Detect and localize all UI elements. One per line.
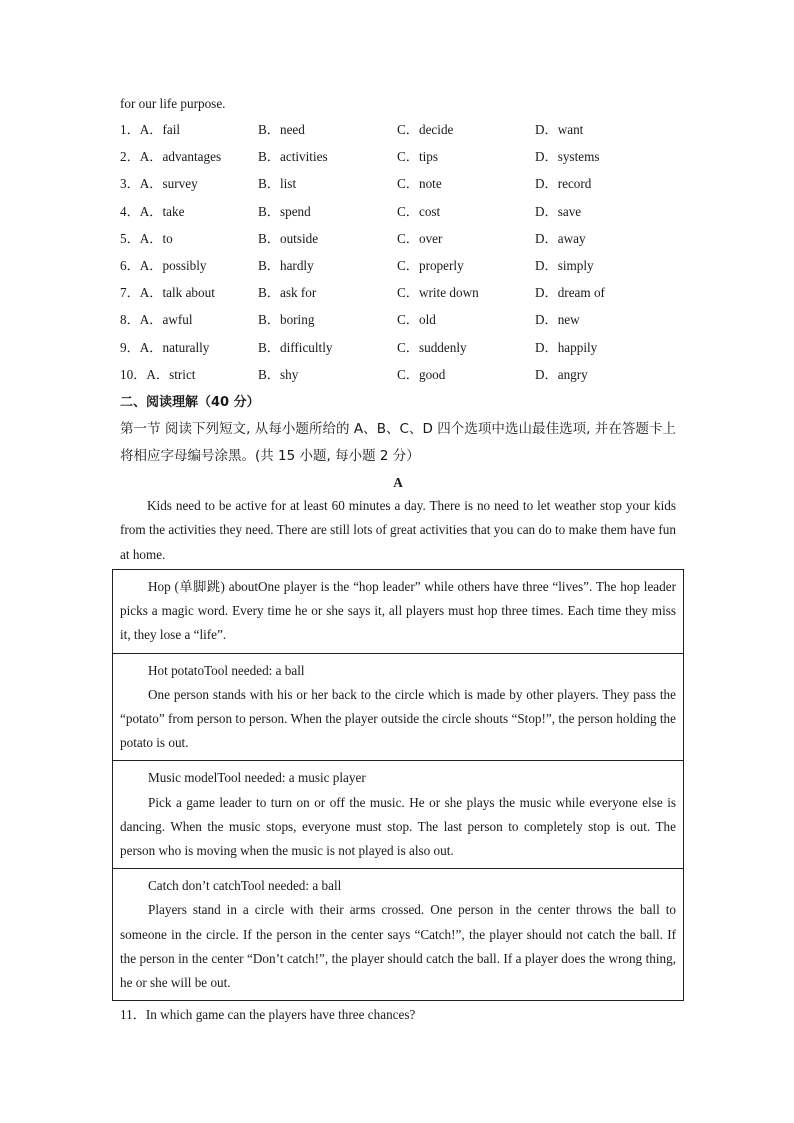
option-d: D．dream of <box>535 285 605 301</box>
question-number: 7．A． <box>120 285 163 301</box>
cloze-question-row <box>120 306 676 333</box>
cloze-question-row <box>120 116 676 143</box>
game-catch-dont-catch <box>113 869 683 1000</box>
game-catch-header: Catch don’t catchTool needed: a ball <box>148 878 342 894</box>
option-c: C．properly <box>397 257 464 273</box>
option-a-text: naturally <box>162 339 210 355</box>
question-number: 1．A． <box>120 122 163 137</box>
cloze-question-row <box>120 361 676 388</box>
cloze-question-row <box>120 170 676 197</box>
question-number: 5．A． <box>120 230 163 246</box>
game-catch-body: Players stand in a circle with their arms crossed. One person in the center throws the ball to someone in the circle. If the person in the center says “Catch!”, the player should not catch the ball. If the person in the center “Don’t catch!”, the player should catch the ball. If a player does the wrong thing, he or she will be out. <box>120 902 676 991</box>
option-c: C．over <box>397 230 443 246</box>
game-hop <box>113 570 683 654</box>
question-number: 6．A． <box>120 257 163 273</box>
option-a-text: fail <box>162 122 181 137</box>
option-c: C．good <box>397 366 446 382</box>
intro-text: for our life purpose. <box>120 96 226 111</box>
option-d: D．happily <box>535 339 598 355</box>
option-a-text: awful <box>162 312 193 328</box>
option-a-text: advantages <box>162 149 222 165</box>
option-d: D．save <box>535 203 582 219</box>
cloze-question-row <box>120 143 676 170</box>
option-c: C．old <box>397 312 436 328</box>
option-b: B．spend <box>258 203 311 219</box>
option-c: C．decide <box>397 122 454 137</box>
option-a <box>120 225 173 252</box>
question-number: 10．A． <box>120 366 170 382</box>
question-number: 3．A． <box>120 176 163 192</box>
game-hop-text: Hop (单脚跳) aboutOne player is the “hop leader” while others have three “lives”. The hop leader picks a magic word. Every time he or she says it, all players must hop three times. Each time they miss it, they lose a “life”. <box>120 579 676 643</box>
option-a-text: possibly <box>162 257 207 273</box>
option-d: D．record <box>535 176 592 192</box>
option-a <box>120 170 198 197</box>
option-d: D．angry <box>535 366 588 382</box>
option-d: D．systems <box>535 149 600 165</box>
option-a <box>120 143 221 170</box>
game-hot-potato-body: One person stands with his or her back to the circle which is made by other players. They pass the “potato” from person to person. When the player outside the circle shouts “Stop!”, the person holding the potato is out. <box>120 686 676 751</box>
question-number: 9．A． <box>120 339 163 355</box>
option-a-text: take <box>162 203 185 219</box>
section-title: 二、阅读理解（40 分） <box>120 394 260 410</box>
option-c: C．note <box>397 176 442 192</box>
option-a-text: talk about <box>162 285 215 301</box>
option-c: C．write down <box>397 285 479 301</box>
option-d: D．away <box>535 230 586 246</box>
games-table <box>112 569 684 1001</box>
passage-title: A <box>393 474 403 490</box>
option-b: B．outside <box>258 230 319 246</box>
game-music-model <box>113 761 683 869</box>
option-d: D．new <box>535 312 580 328</box>
question-number: 2．A． <box>120 149 163 165</box>
option-d: D．simply <box>535 257 594 273</box>
option-a-text: survey <box>162 176 198 192</box>
passage-intro: Kids need to be active for at least 60 minutes a day. There is no need to let weather stop your kids from the activities they need. There are still lots of great activities that you can do to make them have fun at home. <box>120 497 676 562</box>
page-content <box>120 92 676 567</box>
question-number: 4．A． <box>120 203 163 219</box>
option-c: C．suddenly <box>397 339 467 355</box>
option-c: C．cost <box>397 203 441 219</box>
option-a <box>120 361 195 388</box>
option-b: B．ask for <box>258 285 317 301</box>
option-a <box>120 198 184 225</box>
cloze-question-row <box>120 225 676 252</box>
section-description: 第一节 阅读下列短文, 从每小题所给的 A、B、C、D 四个选项中选山最佳选项, 并在答题卡上将相应字母编号涂黑。(共 15 小题, 每小题 2 分） <box>120 420 676 464</box>
option-b: B．activities <box>258 149 328 165</box>
cloze-question-row <box>120 334 676 361</box>
cloze-question-row <box>120 252 676 279</box>
option-a <box>120 252 206 279</box>
option-a <box>120 116 180 143</box>
game-hot-potato <box>113 654 683 762</box>
option-d: D．want <box>535 122 584 137</box>
option-a <box>120 279 215 306</box>
option-b: B．list <box>258 176 297 192</box>
option-b: B．hardly <box>258 257 314 273</box>
option-b: B．shy <box>258 366 299 382</box>
question-11: 11．In which game can the players have three chances? <box>120 1007 416 1022</box>
option-b: B．boring <box>258 312 315 328</box>
option-b: B．difficultly <box>258 339 333 355</box>
option-a-text: strict <box>169 366 196 382</box>
option-a <box>120 306 193 333</box>
question-number: 8．A． <box>120 312 163 328</box>
option-a <box>120 334 209 361</box>
cloze-question-row <box>120 198 676 225</box>
cloze-question-list <box>120 116 676 388</box>
option-c: C．tips <box>397 149 439 165</box>
option-a-text: to <box>162 230 173 246</box>
game-music-model-header: Music modelTool needed: a music player <box>148 770 366 786</box>
game-hot-potato-header: Hot potatoTool needed: a ball <box>148 662 305 678</box>
option-b: B．need <box>258 122 305 137</box>
cloze-question-row <box>120 279 676 306</box>
game-music-model-body: Pick a game leader to turn on or off the music. He or she plays the music while everyone else is dancing. When the music stops, everyone must stop. The last person to completely stop is out. The person who is moving when the music is not played is also out. <box>120 794 676 859</box>
